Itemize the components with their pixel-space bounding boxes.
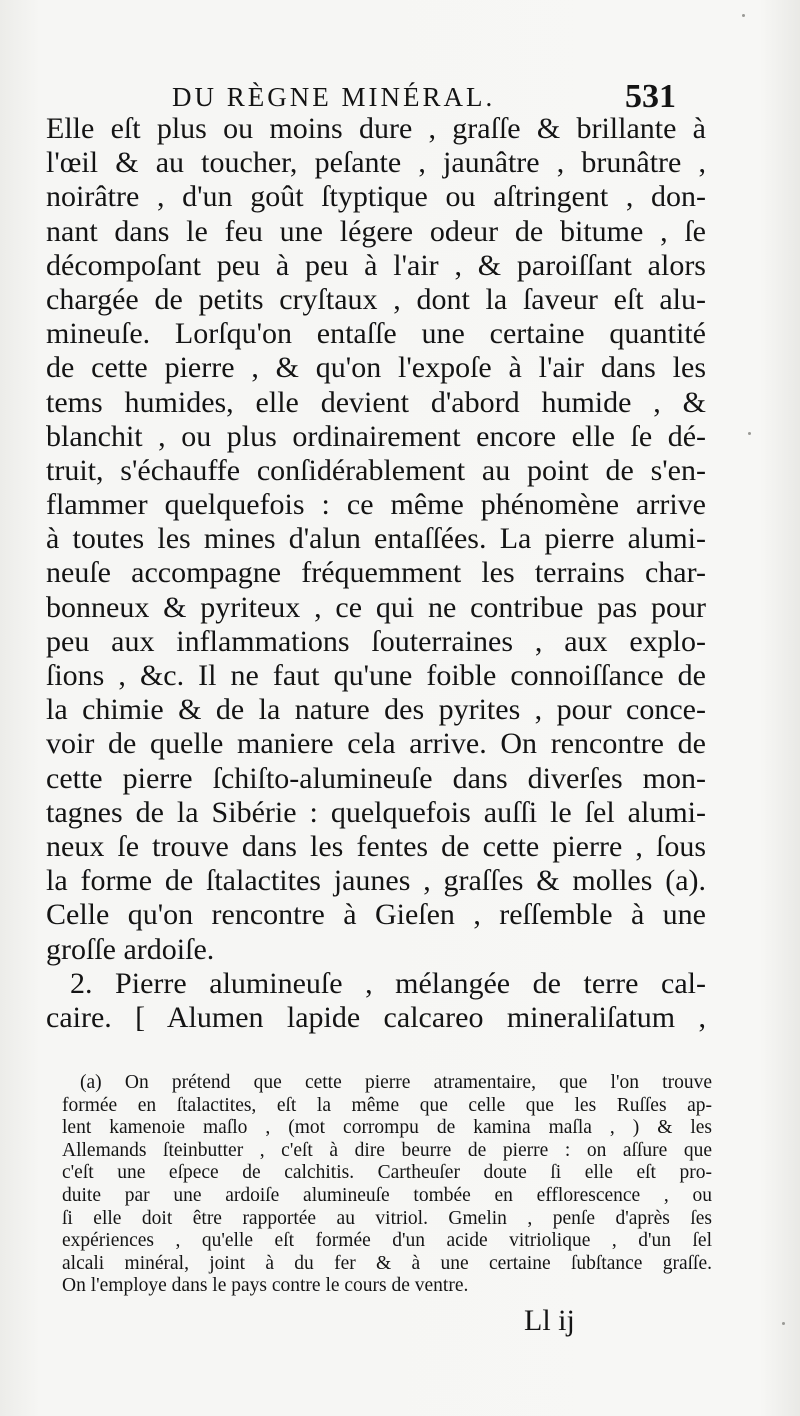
main-text <box>46 112 706 1035</box>
footnote-line: ſi elle doit être rapportée au vitriol. Gmelin , penſe d'après ſes <box>62 1207 712 1229</box>
text-line: blanchit , ou plus ordinairement encore elle ſe dé- <box>46 419 706 453</box>
footnote-line: On l'employe dans le pays contre le cours de ventre. <box>62 1275 469 1297</box>
text-line: cette pierre ſchiſto-alumineuſe dans diverſes mon- <box>46 761 706 795</box>
footnote-line: (a) On prétend que cette pierre atramentaire, que l'on trouve <box>80 1072 712 1093</box>
text-line: Elle eſt plus ou moins dure , graſſe & brillante à <box>46 112 706 145</box>
text-line: décompoſant peu à peu à l'air , & paroiſſant alors <box>46 248 706 282</box>
paper-speck <box>748 432 751 435</box>
footnote-line: alcali minéral, joint à du fer & à une certaine ſubſtance graſſe. <box>62 1252 712 1274</box>
text-line: ſions , &c. Il ne faut qu'une foible connoiſſance de <box>46 659 706 692</box>
text-line: tagnes de la Sibérie : quelquefois auſſi le ſel alumi- <box>46 795 706 829</box>
text-line: chargée de petits cryſtaux , dont la ſaveur eſt alu- <box>46 282 706 316</box>
text-line: truit, s'échauffe conſidérablement au point de s'en- <box>46 453 706 487</box>
page-number: 531 <box>625 78 676 115</box>
text-line: la forme de ſtalactites jaunes , graſſes & molles (a). <box>46 864 706 898</box>
text-line: caire. [ Alumen lapide calcareo mineraliſatum , <box>46 1000 706 1034</box>
text-line: de cette pierre , & qu'on l'expoſe à l'air dans les <box>46 351 706 385</box>
text-line: noirâtre , d'un goût ſtyptique ou aſtringent , don- <box>46 180 706 214</box>
footnote-line: formée en ſtalactites, eſt la même que celle que les Ruſſes ap- <box>62 1094 712 1116</box>
footnote-line: c'eſt une eſpece de calchitis. Cartheuſer doute ſi elle eſt pro- <box>62 1162 712 1184</box>
signature-mark: Ll ij <box>524 1304 575 1337</box>
text-line: neux ſe trouve dans les fentes de cette pierre , ſous <box>46 829 706 863</box>
footnote-line: expériences , qu'elle eſt formée d'un acide vitriolique , d'un ſel <box>62 1230 712 1252</box>
footnote-line: lent kamenoie maſlo , (mot corrompu de kamina maſla , ) & les <box>62 1117 712 1139</box>
running-title: DU RÈGNE MINÉRAL. <box>172 82 496 112</box>
text-line: l'œil & au toucher, peſante , jaunâtre , brunâtre , <box>46 146 706 180</box>
text-line: mineuſe. Lorſqu'on entaſſe une certaine quantité <box>46 317 706 351</box>
text-line: neuſe accompagne fréquemment les terrains char- <box>46 556 706 590</box>
text-line: la chimie & de la nature des pyrites , pour conce- <box>46 693 706 727</box>
footnote-line: Allemands ſteinbutter , c'eſt à dire beurre de pierre : on aſſure que <box>62 1139 712 1161</box>
text-line: 2. Pierre alumineuſe , mélangée de terre cal- <box>70 966 706 1000</box>
text-line: tems humides, elle devient d'abord humide , & <box>46 385 706 419</box>
text-line: à toutes les mines d'alun entaſſées. La pierre alumi- <box>46 522 706 556</box>
footnote-line: duite par une ardoiſe alumineuſe tombée en efflorescence , ou <box>62 1184 712 1206</box>
footnote <box>62 1072 712 1298</box>
paper-speck <box>782 1322 785 1325</box>
text-line: flammer quelquefois : ce même phénomène arrive <box>46 488 706 522</box>
text-line: voir de quelle maniere cela arrive. On rencontre de <box>46 727 706 761</box>
text-line: groſſe ardoiſe. <box>46 932 215 966</box>
text-line: Celle qu'on rencontre à Gieſen , reſſemble à une <box>46 898 706 932</box>
text-line: peu aux inflammations ſouterraines , aux explo- <box>46 624 706 658</box>
text-line: bonneux & pyriteux , ce qui ne contribue pas pour <box>46 590 706 624</box>
paper-speck <box>742 14 745 17</box>
text-line: nant dans le feu une légere odeur de bitume , ſe <box>46 214 706 248</box>
